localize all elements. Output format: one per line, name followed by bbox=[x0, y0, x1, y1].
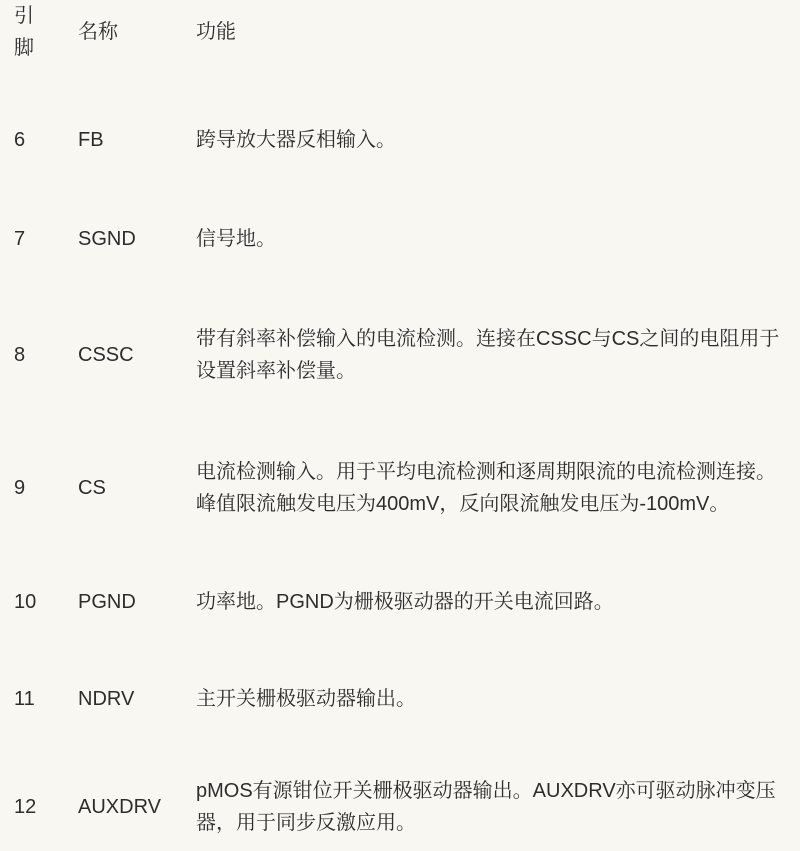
pin-function-cell: 主开关栅极驱动器输出。 bbox=[196, 687, 416, 710]
table-header-row bbox=[0, 0, 800, 90]
pin-name-cell: PGND bbox=[78, 590, 136, 613]
column-header-function-cell bbox=[196, 0, 800, 64]
pin-name-cell: NDRV bbox=[78, 687, 135, 710]
pin-function-cell: 电流检测输入。用于平均电流检测和逐周期限流的电流检测连接。峰值限流触发电压为400mV，反向限流触发电压为-100mV。 bbox=[196, 461, 776, 515]
table-row bbox=[0, 190, 800, 287]
pin-name-cell: AUXDRV bbox=[78, 795, 161, 818]
table-row bbox=[0, 554, 800, 649]
pin-number-cell: 8 bbox=[14, 343, 26, 366]
pin-name-cell: FB bbox=[78, 129, 104, 151]
pin-number-cell: 9 bbox=[14, 477, 26, 499]
pin-function-cell: 带有斜率补偿输入的电流检测。连接在CSSC与CS之间的电阻用于设置斜率补偿量。 bbox=[196, 327, 780, 382]
column-header-pin-cell bbox=[0, 0, 78, 64]
pin-function-cell: pMOS有源钳位开关栅极驱动器输出。AUXDRV亦可驱动脉冲变压器，用于同步反激应用。 bbox=[196, 779, 776, 834]
pin-number-cell: 12 bbox=[14, 795, 37, 818]
table-row bbox=[0, 649, 800, 748]
pin-name-cell: CS bbox=[78, 477, 106, 499]
pin-function-cell: 信号地。 bbox=[196, 227, 276, 250]
column-header-name: 名称 bbox=[78, 21, 118, 43]
table-row bbox=[0, 748, 800, 851]
table-row bbox=[0, 90, 800, 190]
pin-name-cell: CSSC bbox=[78, 343, 134, 366]
table-row bbox=[0, 287, 800, 422]
table-row bbox=[0, 422, 800, 554]
pin-number-cell: 10 bbox=[14, 590, 37, 613]
table-body bbox=[0, 90, 800, 851]
pin-number-cell: 7 bbox=[14, 227, 26, 250]
pin-number-cell: 11 bbox=[14, 687, 35, 710]
column-header-function: 功能 bbox=[196, 21, 236, 43]
pin-name-cell: SGND bbox=[78, 227, 136, 250]
pin-number-cell: 6 bbox=[14, 129, 26, 151]
column-header-pin: 引脚 bbox=[14, 5, 34, 59]
column-header-name-cell bbox=[78, 0, 196, 64]
pin-function-cell: 跨导放大器反相输入。 bbox=[196, 129, 396, 151]
pin-function-cell: 功率地。PGND为栅极驱动器的开关电流回路。 bbox=[196, 590, 614, 613]
